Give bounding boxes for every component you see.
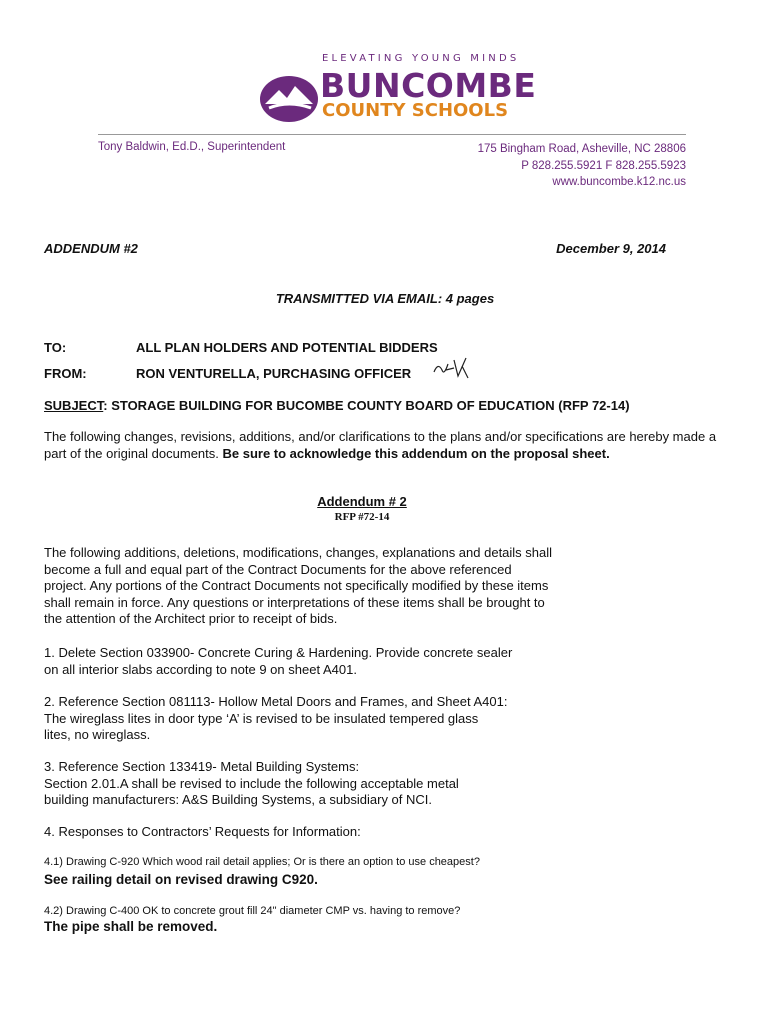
buncombe-logo-icon [259, 68, 319, 128]
brand-name: BUNCOMBE [320, 66, 537, 105]
item-3 [44, 759, 604, 809]
addendum-number: ADDENDUM #2 [44, 241, 138, 256]
brand-subtitle: COUNTY SCHOOLS [322, 100, 509, 121]
text-line: the attention of the Architect prior to receipt of bids. [44, 611, 338, 626]
subject-value: : STORAGE BUILDING FOR BUCOMBE COUNTY BOARD OF EDUCATION (RFP 72-14) [103, 398, 630, 413]
text-line: on all interior slabs according to note 9 on sheet A401. [44, 661, 357, 677]
intro-text: The following changes, revisions, additions, and/or clarifications to the plans and/or specifications are hereby made a part of the original documents. [44, 429, 717, 461]
answer-4-2: The pipe shall be removed. [44, 919, 218, 934]
item-2 [44, 694, 604, 744]
transmitted-line: TRANSMITTED VIA EMAIL: 4 pages [275, 291, 495, 306]
text-line: building manufacturers: A&S Building Systems, a subsidiary of NCI. [44, 792, 433, 807]
text-line: The wireglass lites in door type ‘A’ is revised to be insulated tempered glass [44, 710, 479, 726]
question-4-2: 4.2) Drawing C-400 OK to concrete grout fill 24" diameter CMP vs. having to remove? [44, 905, 461, 917]
website: www.buncombe.k12.nc.us [552, 176, 686, 188]
to-label: TO: [44, 340, 67, 355]
item-1 [44, 645, 604, 678]
intro-bold-text: Be sure to acknowledge this addendum on the proposal sheet. [222, 445, 610, 461]
text-line: The following additions, deletions, modifications, changes, explanations and details shall [44, 545, 553, 560]
intro-paragraph [44, 429, 734, 462]
subject-line [44, 398, 630, 413]
letterhead-divider [98, 134, 686, 135]
document-date: December 9, 2014 [556, 241, 666, 256]
from-label: FROM: [44, 366, 87, 381]
text-line: Section 2.01.A shall be revised to include the following acceptable metal [44, 775, 459, 791]
phone-fax: P 828.255.5921 F 828.255.5923 [521, 159, 686, 172]
section-title: Addendum # 2 [317, 494, 407, 509]
question-4-1: 4.1) Drawing C-920 Which wood rail detail applies; Or is there an option to use cheapest? [44, 856, 480, 868]
item-4: 4. Responses to Contractors’ Requests for Information: [44, 824, 361, 839]
to-value: ALL PLAN HOLDERS AND POTENTIAL BIDDERS [136, 340, 438, 355]
subject-label: SUBJECT [44, 398, 104, 413]
answer-4-1: See railing detail on revised drawing C920. [44, 872, 318, 887]
text-line: become a full and equal part of the Contract Documents for the above referenced [44, 561, 512, 577]
text-line: 2. Reference Section 081113- Hollow Metal Doors and Frames, and Sheet A401: [44, 694, 508, 709]
text-line: shall remain in force. Any questions or interpretations of these items shall be brought to [44, 594, 545, 610]
body-paragraph [44, 545, 604, 628]
superintendent: Tony Baldwin, Ed.D., Superintendent [98, 141, 286, 153]
from-value: RON VENTURELLA, PURCHASING OFFICER [136, 366, 412, 381]
section-subtitle: RFP #72-14 [334, 511, 390, 523]
text-line: lites, no wireglass. [44, 727, 151, 742]
signature-initials-icon [432, 356, 476, 380]
text-line: 3. Reference Section 133419- Metal Building Systems: [44, 759, 360, 774]
text-line: project. Any portions of the Contract Documents not specifically modified by these items [44, 578, 549, 593]
address: 175 Bingham Road, Asheville, NC 28806 [477, 143, 686, 155]
letterhead-tagline: ELEVATING YOUNG MINDS [322, 53, 520, 64]
contact-block [420, 141, 686, 191]
text-line: 1. Delete Section 033900- Concrete Curing & Hardening. Provide concrete sealer [44, 645, 513, 660]
